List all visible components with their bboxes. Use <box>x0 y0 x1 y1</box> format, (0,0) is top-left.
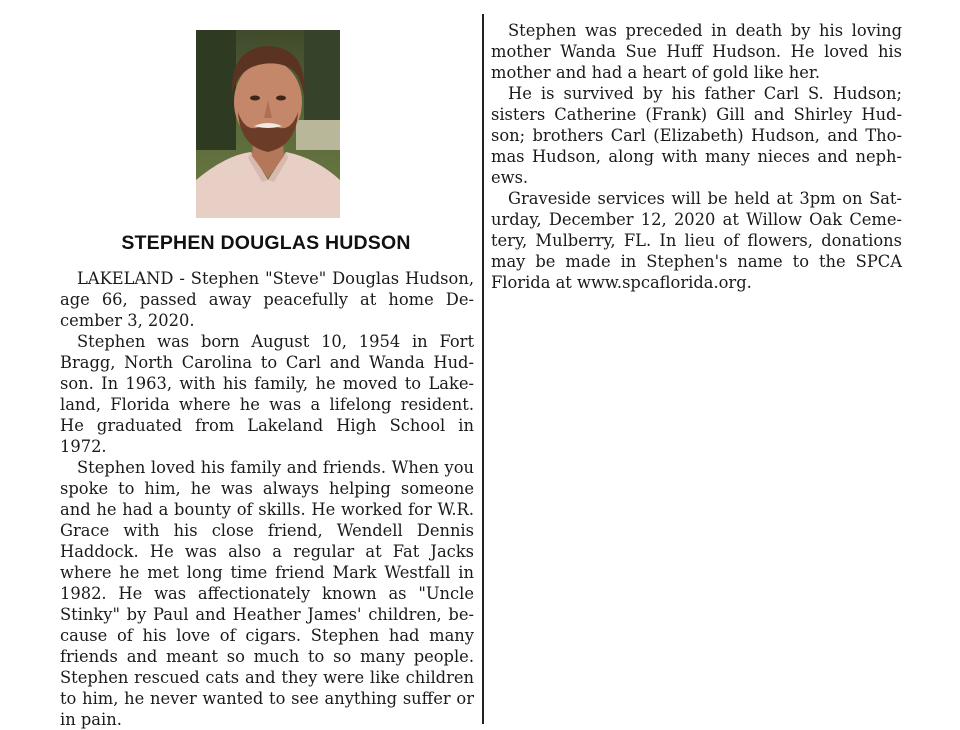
obituary-paragraph: Stephen was born August 10, 1954 in Fort Bragg, North Carolina to Carl and Wanda Hudson. In 1963, with his family, he moved to Lakeland, Florida where he was a lifelong resident. He graduated from Lakeland High School in 1972. <box>60 332 474 456</box>
portrait-image <box>196 30 340 218</box>
obituary-left-column <box>60 268 474 730</box>
deceased-name: STEPHEN DOUGLAS HUDSON <box>121 232 411 254</box>
obituary-paragraph: Graveside services will be held at 3pm on Saturday, December 12, 2020 at Willow Oak Cemetery, Mulberry, FL. In lieu of flowers, donations may be made in Stephen's name to the SPCA Florida at www.spcaflorida.org. <box>491 189 902 292</box>
obituary-right-column <box>491 20 902 293</box>
obituary-paragraph: LAKELAND - Stephen "Steve" Douglas Hudson, age 66, passed away peacefully at home December 3, 2020. <box>60 269 474 330</box>
obituary-paragraph: Stephen loved his family and friends. When you spoke to him, he was always helping someone and he had a bounty of skills. He worked for W.R. Grace with his close friend, Wendell Dennis Haddock. He was also a regular at Fat Jacks where he met long time friend Mark Westfall in 1982. He was affectionately known as "Uncle Stinky" by Paul and Heather James' children, because of his love of cigars. Stephen had many friends and meant so much to so many people. Stephen rescued cats and they were like children to him, he never wanted to see anything suffer or in pain. <box>60 458 474 729</box>
obituary-paragraph: He is survived by his father Carl S. Hudson; sisters Catherine (Frank) Gill and Shirley Hudson; brothers Carl (Elizabeth) Hudson, and Thomas Hudson, along with many nieces and nephews. <box>491 84 902 187</box>
obituary-paragraph: Stephen was preceded in death by his loving mother Wanda Sue Huff Hudson. He loved his mother and had a heart of gold like her. <box>491 21 902 82</box>
portrait-photo <box>196 30 340 218</box>
column-divider <box>482 14 484 724</box>
